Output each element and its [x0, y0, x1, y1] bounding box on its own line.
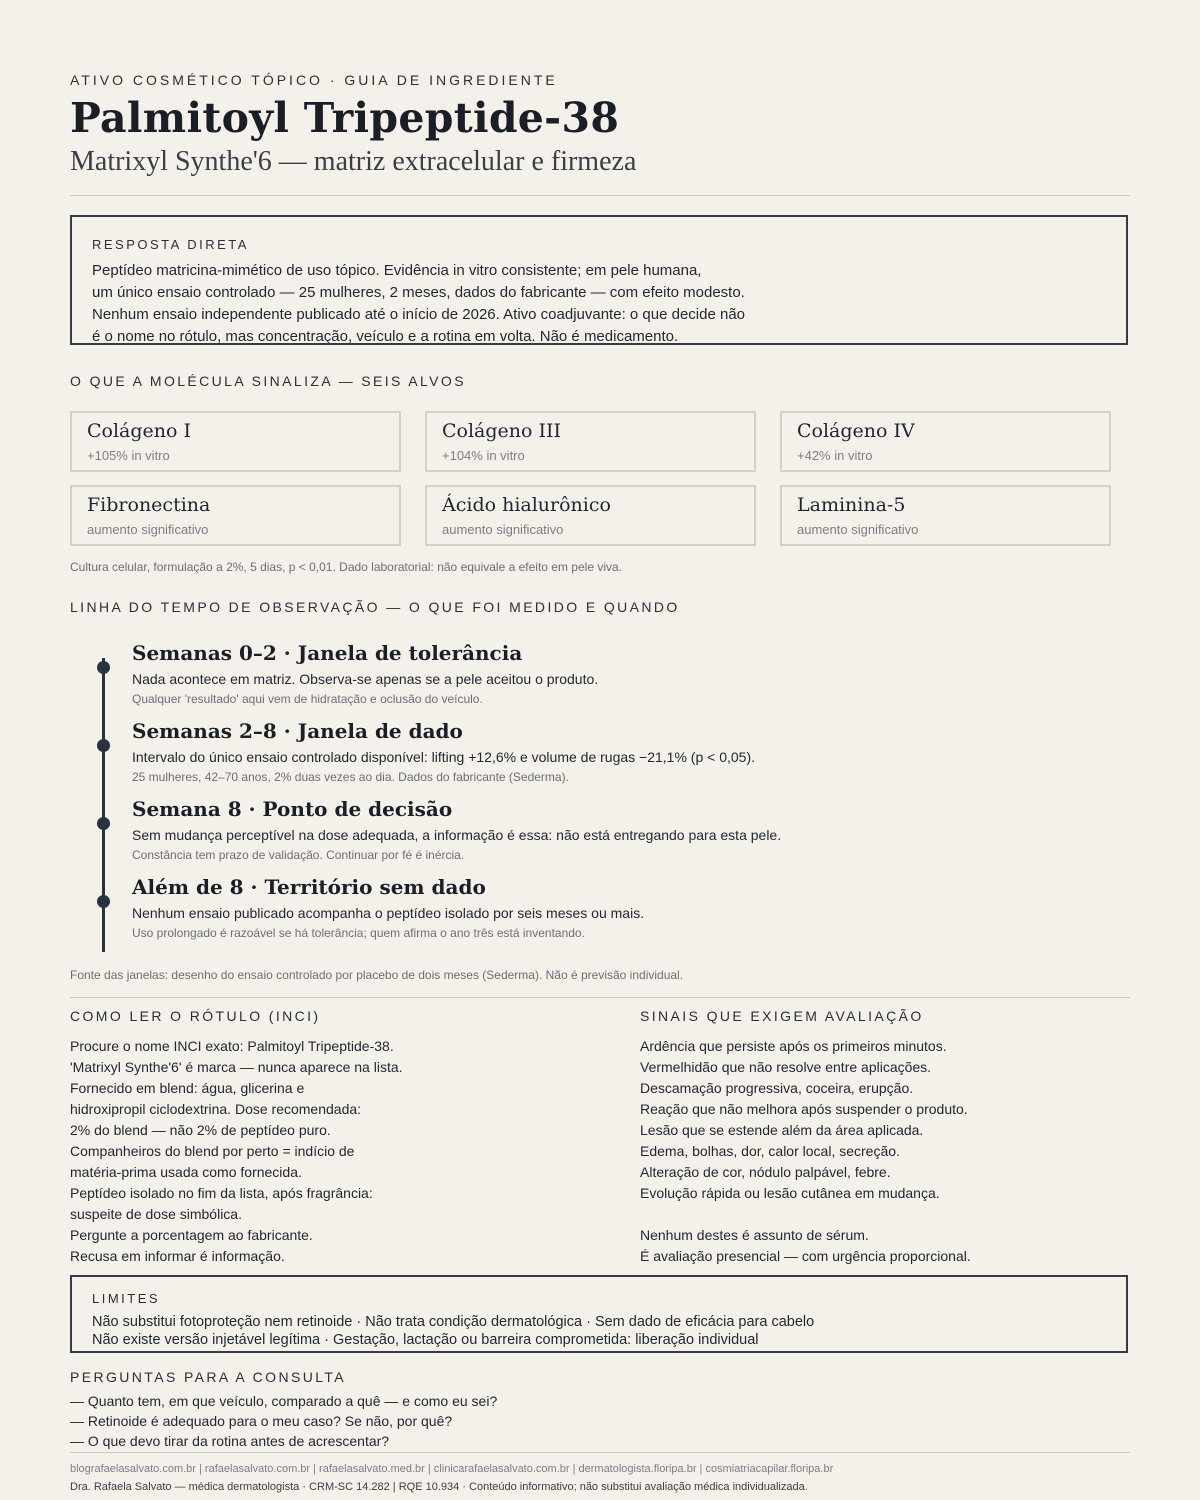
- direct-answer-line: é o nome no rótulo, mas concentração, veículo e a rotina em volta. Não é medicamento.: [92, 328, 679, 345]
- timeline-item: [132, 795, 1032, 865]
- target-note: +42% in vitro: [797, 448, 873, 463]
- label-reading-line: Recusa em informar é informação.: [70, 1248, 285, 1264]
- label-reading-line: Procure o nome INCI exato: Palmitoyl Tripeptide-38.: [70, 1038, 394, 1054]
- timeline-dot: [97, 739, 110, 752]
- warning-sign-line: Nenhum destes é assunto de sérum.: [640, 1227, 869, 1243]
- target-name: Fibronectina: [87, 494, 211, 516]
- target-card: [70, 485, 401, 546]
- footer-divider: [70, 1452, 1130, 1453]
- warning-sign-line: Evolução rápida ou lesão cutânea em mudança.: [640, 1185, 940, 1201]
- direct-answer-line: Nenhum ensaio independente publicado até o início de 2026. Ativo coadjuvante: o que decide não: [92, 306, 745, 323]
- warning-sign-line: Vermelhidão que não resolve entre aplicações.: [640, 1059, 932, 1075]
- timeline-item: [132, 639, 1032, 709]
- target-card: [780, 485, 1111, 546]
- timeline-heading: Semanas 2–8 · Janela de dado: [132, 719, 463, 743]
- timeline-dot: [97, 895, 110, 908]
- warning-signs-title: SINAIS QUE EXIGEM AVALIAÇÃO: [640, 1008, 924, 1024]
- label-reading-line: matéria-prima usada como fornecida.: [70, 1164, 302, 1180]
- direct-answer-line: um único ensaio controlado — 25 mulheres, 2 meses, dados do fabricante — com efeito modesto.: [92, 284, 745, 301]
- timeline-dot: [97, 817, 110, 830]
- question-item: — Quanto tem, em que veículo, comparado a quê — e como eu sei?: [70, 1393, 498, 1409]
- warning-sign-line: Descamação progressiva, coceira, erupção.: [640, 1080, 914, 1096]
- footer-links[interactable]: blografaelasalvato.com.br | rafaelasalvato.com.br | rafaelasalvato.med.br | clinicarafaelasalvato.com.br | dermatologista.floripa.br | cosmiatriacapilar.floripa.br: [70, 1463, 834, 1475]
- question-item: — Retinoide é adequado para o meu caso? Se não, por quê?: [70, 1413, 453, 1429]
- warning-sign-line: Edema, bolhas, dor, calor local, secreção.: [640, 1143, 900, 1159]
- page-title: Palmitoyl Tripeptide-38: [70, 94, 620, 142]
- warning-signs-column: [640, 1008, 1140, 1267]
- label-reading-line: hidroxipropil ciclodextrina. Dose recomendada:: [70, 1101, 362, 1117]
- timeline-item: [132, 717, 1032, 787]
- target-card: [425, 485, 756, 546]
- question-item: — O que devo tirar da rotina antes de acrescentar?: [70, 1433, 390, 1449]
- timeline-item: [132, 873, 1032, 943]
- section-divider: [70, 997, 1130, 998]
- target-name: Laminina-5: [797, 494, 906, 516]
- target-name: Colágeno I: [87, 420, 192, 442]
- warning-signs-lines: [640, 1036, 1140, 1267]
- targets-footnote: Cultura celular, formulação a 2%, 5 dias, p < 0,01. Dado laboratorial: não equivale a efeito em pele viva.: [70, 560, 622, 574]
- timeline-dot: [97, 661, 110, 674]
- target-card: [780, 411, 1111, 472]
- limits-label: LIMITES: [92, 1291, 161, 1306]
- timeline-description: Sem mudança perceptível na dose adequada, a informação é essa: não está entregando para esta pele.: [132, 827, 782, 843]
- page-subtitle: Matrixyl Synthe'6 — matriz extracelular e firmeza: [70, 146, 637, 177]
- label-reading-title: COMO LER O RÓTULO (INCI): [70, 1008, 321, 1024]
- label-reading-line: Peptídeo isolado no fim da lista, após fragrância:: [70, 1185, 373, 1201]
- target-note: +104% in vitro: [442, 448, 525, 463]
- target-note: aumento significativo: [87, 522, 209, 537]
- timeline-subnote: 25 mulheres, 42–70 anos, 2% duas vezes ao dia. Dados do fabricante (Sederma).: [132, 770, 569, 784]
- timeline-section-label: LINHA DO TEMPO DE OBSERVAÇÃO — O QUE FOI MEDIDO E QUANDO: [70, 599, 680, 615]
- limits-text: [92, 1313, 1106, 1349]
- label-reading-line: Companheiros do blend por perto = indício de: [70, 1143, 355, 1159]
- timeline-heading: Além de 8 · Território sem dado: [132, 875, 486, 899]
- warning-sign-spacer: [640, 1204, 1140, 1225]
- label-reading-line: Pergunte a porcentagem ao fabricante.: [70, 1227, 313, 1243]
- timeline-subnote: Qualquer 'resultado' aqui vem de hidratação e oclusão do veículo.: [132, 692, 483, 706]
- timeline-description: Nada acontece em matriz. Observa-se apenas se a pele aceitou o produto.: [132, 671, 599, 687]
- label-reading-line: suspeite de dose simbólica.: [70, 1206, 242, 1222]
- label-reading-lines: [70, 1036, 570, 1267]
- label-reading-line: Fornecido em blend: água, glicerina e: [70, 1080, 305, 1096]
- direct-answer-box: [70, 215, 1128, 345]
- target-name: Ácido hialurônico: [442, 494, 611, 516]
- target-note: aumento significativo: [442, 522, 564, 537]
- header-divider: [70, 195, 1130, 196]
- timeline-description: Intervalo do único ensaio controlado disponível: lifting +12,6% e volume de rugas −21,1% (p < 0,05).: [132, 749, 756, 765]
- label-reading-line: 'Matrixyl Synthe'6' é marca — nunca aparece na lista.: [70, 1059, 403, 1075]
- limits-line: Não existe versão injetável legítima · Gestação, lactação ou barreira comprometida: liberação individual: [92, 1332, 759, 1348]
- timeline-description: Nenhum ensaio publicado acompanha o peptídeo isolado por seis meses ou mais.: [132, 905, 645, 921]
- timeline-subnote: Uso prolongado é razoável se há tolerância; quem afirma o ano três está inventando.: [132, 926, 585, 940]
- label-reading-column: [70, 1008, 570, 1267]
- timeline-heading: Semanas 0–2 · Janela de tolerância: [132, 641, 523, 665]
- target-name: Colágeno IV: [797, 420, 915, 442]
- questions-section-label: PERGUNTAS PARA A CONSULTA: [70, 1369, 347, 1385]
- timeline-subnote: Constância tem prazo de validação. Continuar por fé é inércia.: [132, 848, 465, 862]
- timeline-source: Fonte das janelas: desenho do ensaio controlado por placebo de dois meses (Sederma). Não é previsão individual.: [70, 968, 684, 982]
- warning-sign-line: Lesão que se estende além da área aplicada.: [640, 1122, 924, 1138]
- page-kicker: ATIVO COSMÉTICO TÓPICO · GUIA DE INGREDIENTE: [70, 72, 558, 88]
- limits-box: [70, 1275, 1128, 1353]
- target-note: aumento significativo: [797, 522, 919, 537]
- target-name: Colágeno III: [442, 420, 562, 442]
- direct-answer-text: [92, 260, 1106, 345]
- limits-line: Não substitui fotoproteção nem retinoide · Não trata condição dermatológica · Sem dado de eficácia para cabelo: [92, 1314, 815, 1330]
- footer-credit: Dra. Rafaela Salvato — médica dermatologista · CRM-SC 14.282 | RQE 10.934 · Conteúdo informativo; não substitui avaliação médica individualizada.: [70, 1481, 808, 1493]
- warning-sign-line: Alteração de cor, nódulo palpável, febre.: [640, 1164, 891, 1180]
- warning-sign-line: Reação que não melhora após suspender o produto.: [640, 1101, 968, 1117]
- label-reading-line: 2% do blend — não 2% de peptídeo puro.: [70, 1122, 331, 1138]
- direct-answer-line: Peptídeo matricina-mimético de uso tópico. Evidência in vitro consistente; em pele humana,: [92, 262, 702, 279]
- target-card: [425, 411, 756, 472]
- target-note: +105% in vitro: [87, 448, 170, 463]
- targets-section-label: O QUE A MOLÉCULA SINALIZA — SEIS ALVOS: [70, 373, 466, 389]
- direct-answer-label: RESPOSTA DIRETA: [92, 237, 249, 252]
- timeline-heading: Semana 8 · Ponto de decisão: [132, 797, 453, 821]
- target-card: [70, 411, 401, 472]
- warning-sign-line: É avaliação presencial — com urgência proporcional.: [640, 1248, 971, 1264]
- warning-sign-line: Ardência que persiste após os primeiros minutos.: [640, 1038, 947, 1054]
